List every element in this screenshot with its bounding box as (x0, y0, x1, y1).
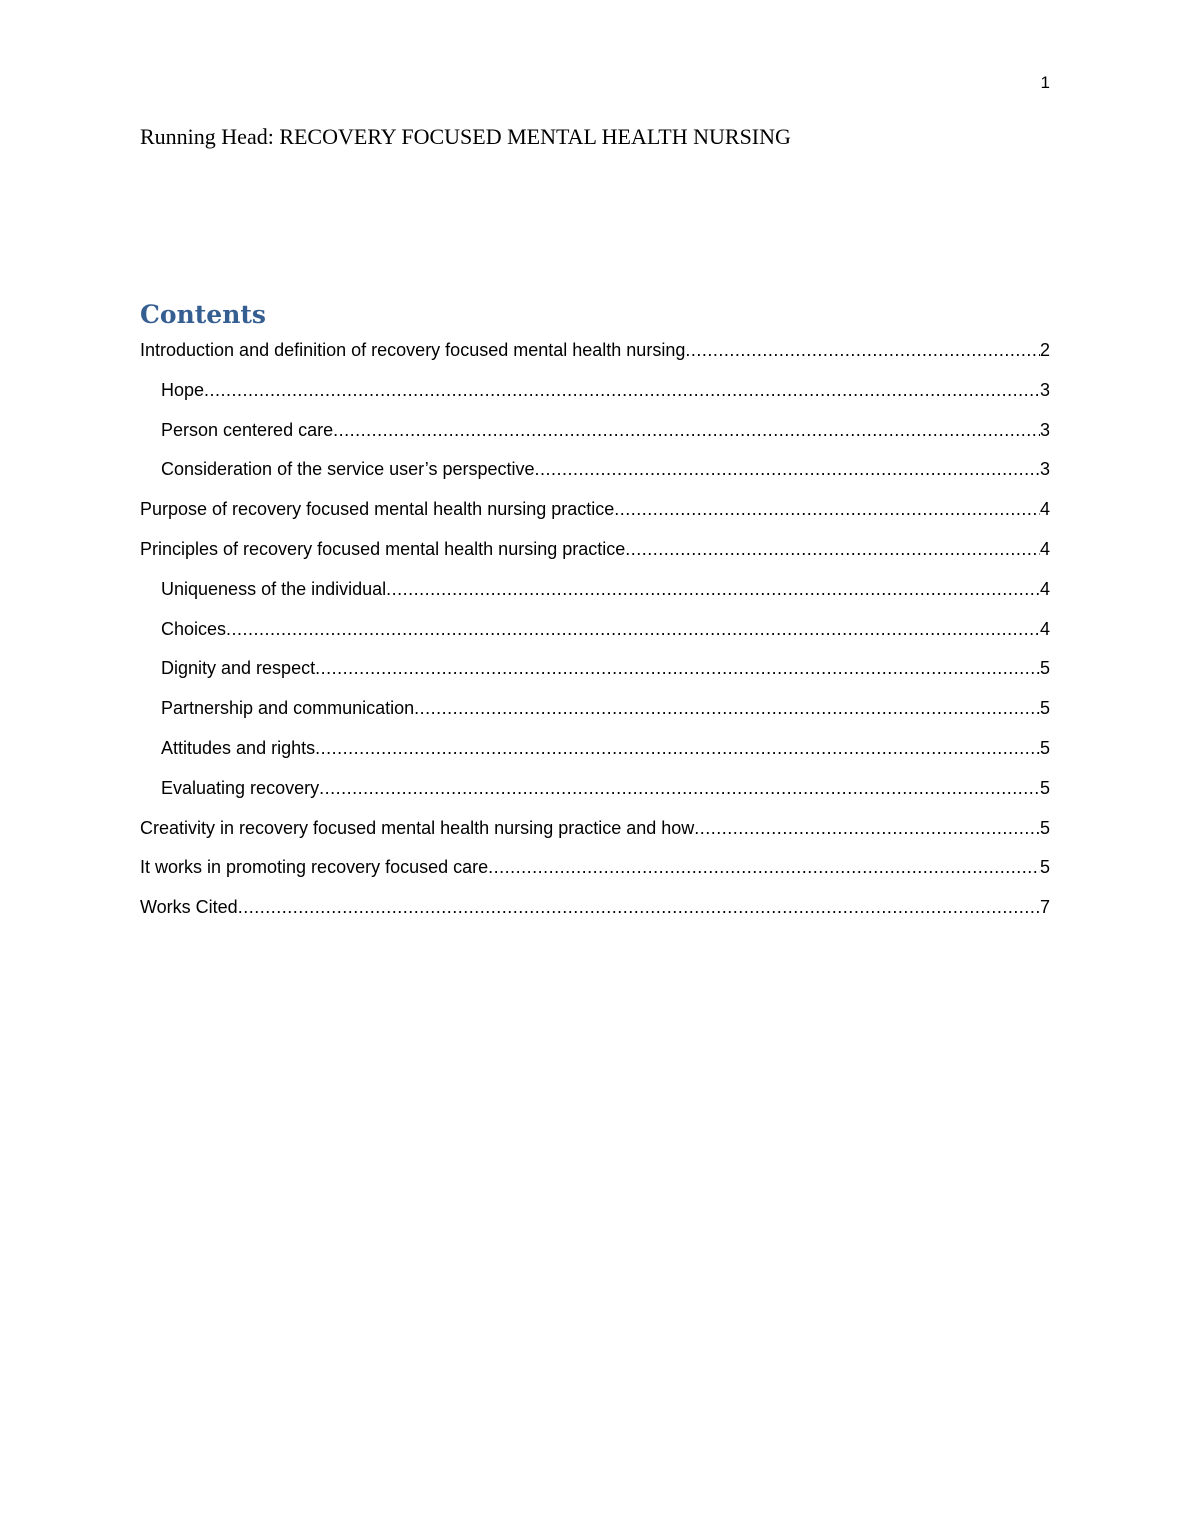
toc-entry-page: 5 (1039, 698, 1050, 719)
dot-leader (414, 695, 1040, 721)
dot-leader (694, 815, 1040, 841)
dot-leader (535, 456, 1040, 482)
toc-entry-title: Uniqueness of the individual (161, 578, 387, 599)
dot-leader (614, 496, 1040, 522)
page-number: 1 (1040, 73, 1050, 92)
dot-leader (625, 536, 1040, 562)
dot-leader (238, 894, 1040, 920)
toc-entry-page: 5 (1039, 737, 1050, 758)
dot-leader (204, 377, 1040, 403)
toc-entry-title: Partnership and communication (161, 698, 415, 719)
toc-entry-page: 5 (1039, 817, 1050, 838)
toc-heading: Contents (140, 300, 267, 329)
table-of-contents (140, 337, 1050, 934)
dot-leader (685, 337, 1040, 363)
toc-entry-title: Person centered care (161, 419, 334, 440)
toc-entry[interactable] (140, 854, 1050, 894)
toc-entry-page: 4 (1039, 618, 1050, 639)
toc-entry[interactable] (140, 536, 1050, 576)
dot-leader (386, 576, 1040, 602)
toc-entry-title: Creativity in recovery focused mental health nursing practice and how (140, 817, 695, 838)
toc-entry[interactable] (140, 655, 1050, 695)
toc-entry-page: 7 (1039, 897, 1050, 918)
toc-entry[interactable] (140, 815, 1050, 855)
toc-entry[interactable] (140, 616, 1050, 656)
dot-leader (315, 655, 1040, 681)
toc-entry-title: Consideration of the service user’s perspective (161, 459, 535, 480)
toc-entry[interactable] (140, 576, 1050, 616)
toc-entry-title: Principles of recovery focused mental health nursing practice (140, 538, 626, 559)
toc-entry-page: 2 (1039, 340, 1050, 360)
dot-leader (315, 735, 1040, 761)
toc-entry-page: 3 (1039, 419, 1050, 440)
toc-entry[interactable] (140, 735, 1050, 775)
toc-entry[interactable] (140, 456, 1050, 496)
dot-leader (319, 775, 1040, 801)
toc-entry-page: 5 (1039, 777, 1050, 798)
toc-entry[interactable] (140, 377, 1050, 417)
dot-leader (226, 616, 1040, 642)
toc-entry-page: 5 (1039, 658, 1050, 679)
toc-entry-title: Works Cited (140, 897, 238, 918)
dot-leader (333, 417, 1040, 443)
toc-entry-page: 4 (1039, 499, 1050, 520)
running-head: Running Head: RECOVERY FOCUSED MENTAL HEALTH NURSING (140, 124, 791, 149)
toc-entry[interactable] (140, 496, 1050, 536)
toc-entry-title: Dignity and respect (161, 658, 316, 679)
toc-entry-page: 3 (1039, 459, 1050, 480)
toc-entry-title: Introduction and definition of recovery focused mental health nursing (140, 340, 686, 360)
toc-entry-page: 4 (1039, 578, 1050, 599)
toc-entry-title: Attitudes and rights (161, 737, 316, 758)
toc-entry[interactable] (140, 417, 1050, 457)
toc-entry-title: Evaluating recovery (161, 777, 320, 798)
toc-entry[interactable] (140, 775, 1050, 815)
toc-entry-title: It works in promoting recovery focused care (140, 857, 489, 878)
toc-entry-page: 4 (1039, 538, 1050, 559)
toc-entry-title: Choices (161, 618, 227, 639)
toc-entry-page: 3 (1039, 379, 1050, 400)
toc-entry[interactable] (140, 695, 1050, 735)
dot-leader (488, 854, 1040, 880)
toc-entry-page: 5 (1039, 857, 1050, 878)
toc-entry-title: Hope (161, 379, 205, 400)
toc-entry[interactable] (140, 894, 1050, 934)
toc-entry[interactable] (140, 337, 1050, 377)
toc-entry-title: Purpose of recovery focused mental health nursing practice (140, 499, 615, 520)
